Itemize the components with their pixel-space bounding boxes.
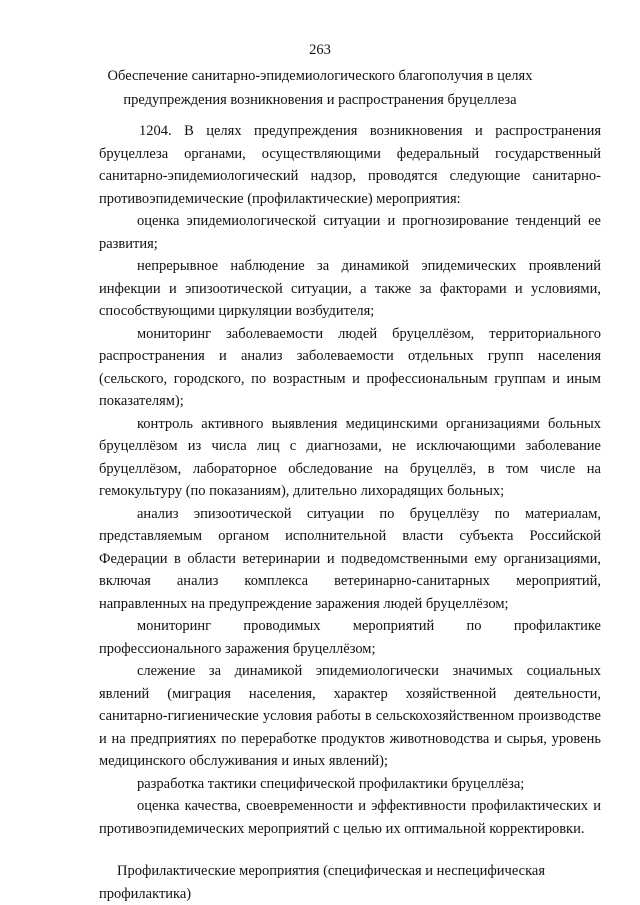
subsection-heading: Профилактические мероприятия (специфическая и неспецифическая профилактика) xyxy=(99,863,545,902)
list-item: анализ эпизоотической ситуации по бруцеллёзу по материалам, представляемым органом исполнительной власти субъекта Российской Федерации в области ветеринарии и подведомственными ему организациями, включая анализ комплекса ветеринарно-санитарных мероприятий, направленных на предупреждение заражения людей бруцеллёзом; xyxy=(99,505,601,612)
list-item: слежение за динамикой эпидемиологически значимых социальных явлений (миграция населения, характер хозяйственной деятельности, санитарно-гигиенические условия работы в сельскохозяйственном производстве и на предприятиях по переработке продуктов животноводства и сырья, уровень медицинского обслуживания и иных явлений); xyxy=(99,663,601,769)
list-item: непрерывное наблюдение за динамикой эпидемических проявлений инфекции и эпизоотической ситуации, а также за факторами и условиями, способствующими циркуляции возбудителя; xyxy=(99,258,601,319)
paragraph-1204: 1204. В целях предупреждения возникновения и распространения бруцеллеза органами, осуществляющими федеральный государственный санитарно-эпидемиологический надзор, проводятся следующие санитарно-противоэпидемические (профилактические) мероприятия: xyxy=(99,123,601,207)
document-body xyxy=(99,120,601,905)
section-title: Обеспечение санитарно-эпидемиологического благополучия в целях предупреждения возникновения и распространения бруцеллеза xyxy=(107,68,533,108)
list-item: мониторинг проводимых мероприятий по профилактике профессионального заражения бруцеллёзом; xyxy=(99,618,601,657)
list-item: оценка эпидемиологической ситуации и прогнозирование тенденций ее развития; xyxy=(99,213,601,252)
list-item: контроль активного выявления медицинскими организациями больных бруцеллёзом из числа лиц с диагнозами, не исключающими заболевание бруцеллёзом, лабораторное обследование на бруцеллёз, в том числе на гемокультуру (по показаниям), длительно лихорадящих больных; xyxy=(99,415,601,499)
page-number: 263 xyxy=(309,42,331,58)
list-item: оценка качества, своевременности и эффективности профилактических и противоэпидемических мероприятий с целью их оптимальной корректировки. xyxy=(99,798,601,837)
list-item: мониторинг заболеваемости людей бруцеллёзом, территориального распространения и анализ заболеваемости отдельных групп населения (сельского, городского, по возрастным и профессиональным группам и иным показателям); xyxy=(99,325,601,409)
list-item: разработка тактики специфической профилактики бруцеллёза; xyxy=(137,775,525,792)
